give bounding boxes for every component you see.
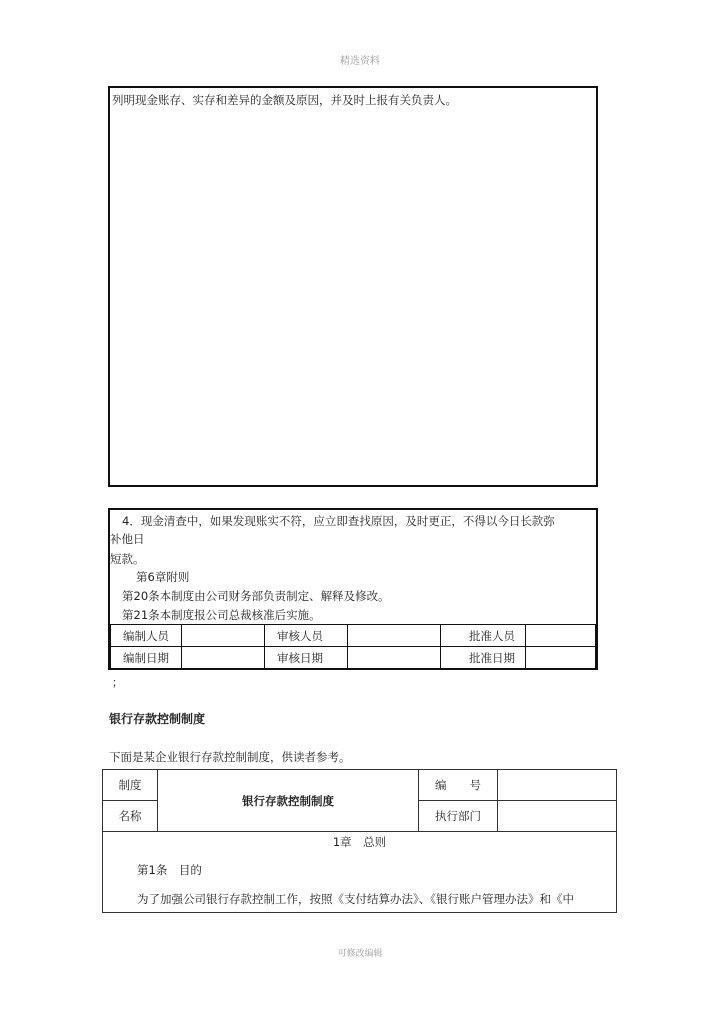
page-footer: 可修改编辑 bbox=[337, 949, 383, 959]
policy-name: 银行存款控制制度 bbox=[158, 770, 419, 832]
cell-value bbox=[526, 625, 596, 647]
cell-value bbox=[526, 647, 596, 669]
continuation-text: 列明现金账存、实存和差异的金额及原因，并及时上报有关负责人。 bbox=[112, 93, 457, 107]
chapter-6-heading: 第6章附则 bbox=[136, 570, 190, 584]
cell-value bbox=[182, 625, 265, 647]
number-value bbox=[498, 770, 617, 801]
semicolon-mark: ； bbox=[112, 676, 123, 689]
table-row bbox=[111, 647, 596, 669]
label-zhidu: 制度 bbox=[103, 770, 158, 801]
cash-check-box bbox=[108, 508, 598, 670]
article-1-body: 为了加强公司银行存款控制工作，按照《支付结算办法》、《银行账户管理办法》和《中 bbox=[137, 892, 574, 906]
cell-label: 批准日期 bbox=[441, 647, 526, 669]
article-20: 第20条本制度由公司财务部负责制定、解释及修改。 bbox=[122, 589, 390, 603]
article-1-heading: 第1条 目的 bbox=[137, 863, 202, 877]
label-number: 编 号 bbox=[419, 770, 498, 801]
clause-4-text: 4．现金清查中，如果发现账实不符，应立即查找原因，及时更正，不得以今日长款弥 bbox=[122, 514, 555, 528]
clause-4-end: 短款。 bbox=[110, 552, 145, 566]
cell-value bbox=[182, 647, 265, 669]
page-header: 精选资料 bbox=[340, 56, 380, 67]
section-title: 银行存款控制制度 bbox=[109, 712, 206, 726]
chapter-1-heading: 1章 总则 bbox=[332, 835, 387, 849]
cell-label: 审核人员 bbox=[265, 625, 348, 647]
signature-table bbox=[110, 624, 596, 669]
dept-value bbox=[498, 801, 617, 832]
cell-label: 编制人员 bbox=[111, 625, 182, 647]
cell-label: 编制日期 bbox=[111, 647, 182, 669]
article-21: 第21条本制度报公司总裁核准后实施。 bbox=[122, 608, 321, 622]
cell-value bbox=[348, 647, 441, 669]
table-row bbox=[111, 625, 596, 647]
clause-4-cont: 补他日 bbox=[110, 532, 145, 546]
policy-table bbox=[102, 769, 617, 913]
cell-label: 审核日期 bbox=[265, 647, 348, 669]
cell-label: 批准人员 bbox=[441, 625, 526, 647]
table-row bbox=[103, 770, 617, 801]
continuation-box bbox=[108, 86, 598, 487]
label-mingcheng: 名称 bbox=[103, 801, 158, 832]
cell-value bbox=[348, 625, 441, 647]
section-intro: 下面是某企业银行存款控制制度，供读者参考。 bbox=[109, 750, 351, 764]
label-dept: 执行部门 bbox=[419, 801, 498, 832]
policy-header-table bbox=[102, 769, 617, 832]
